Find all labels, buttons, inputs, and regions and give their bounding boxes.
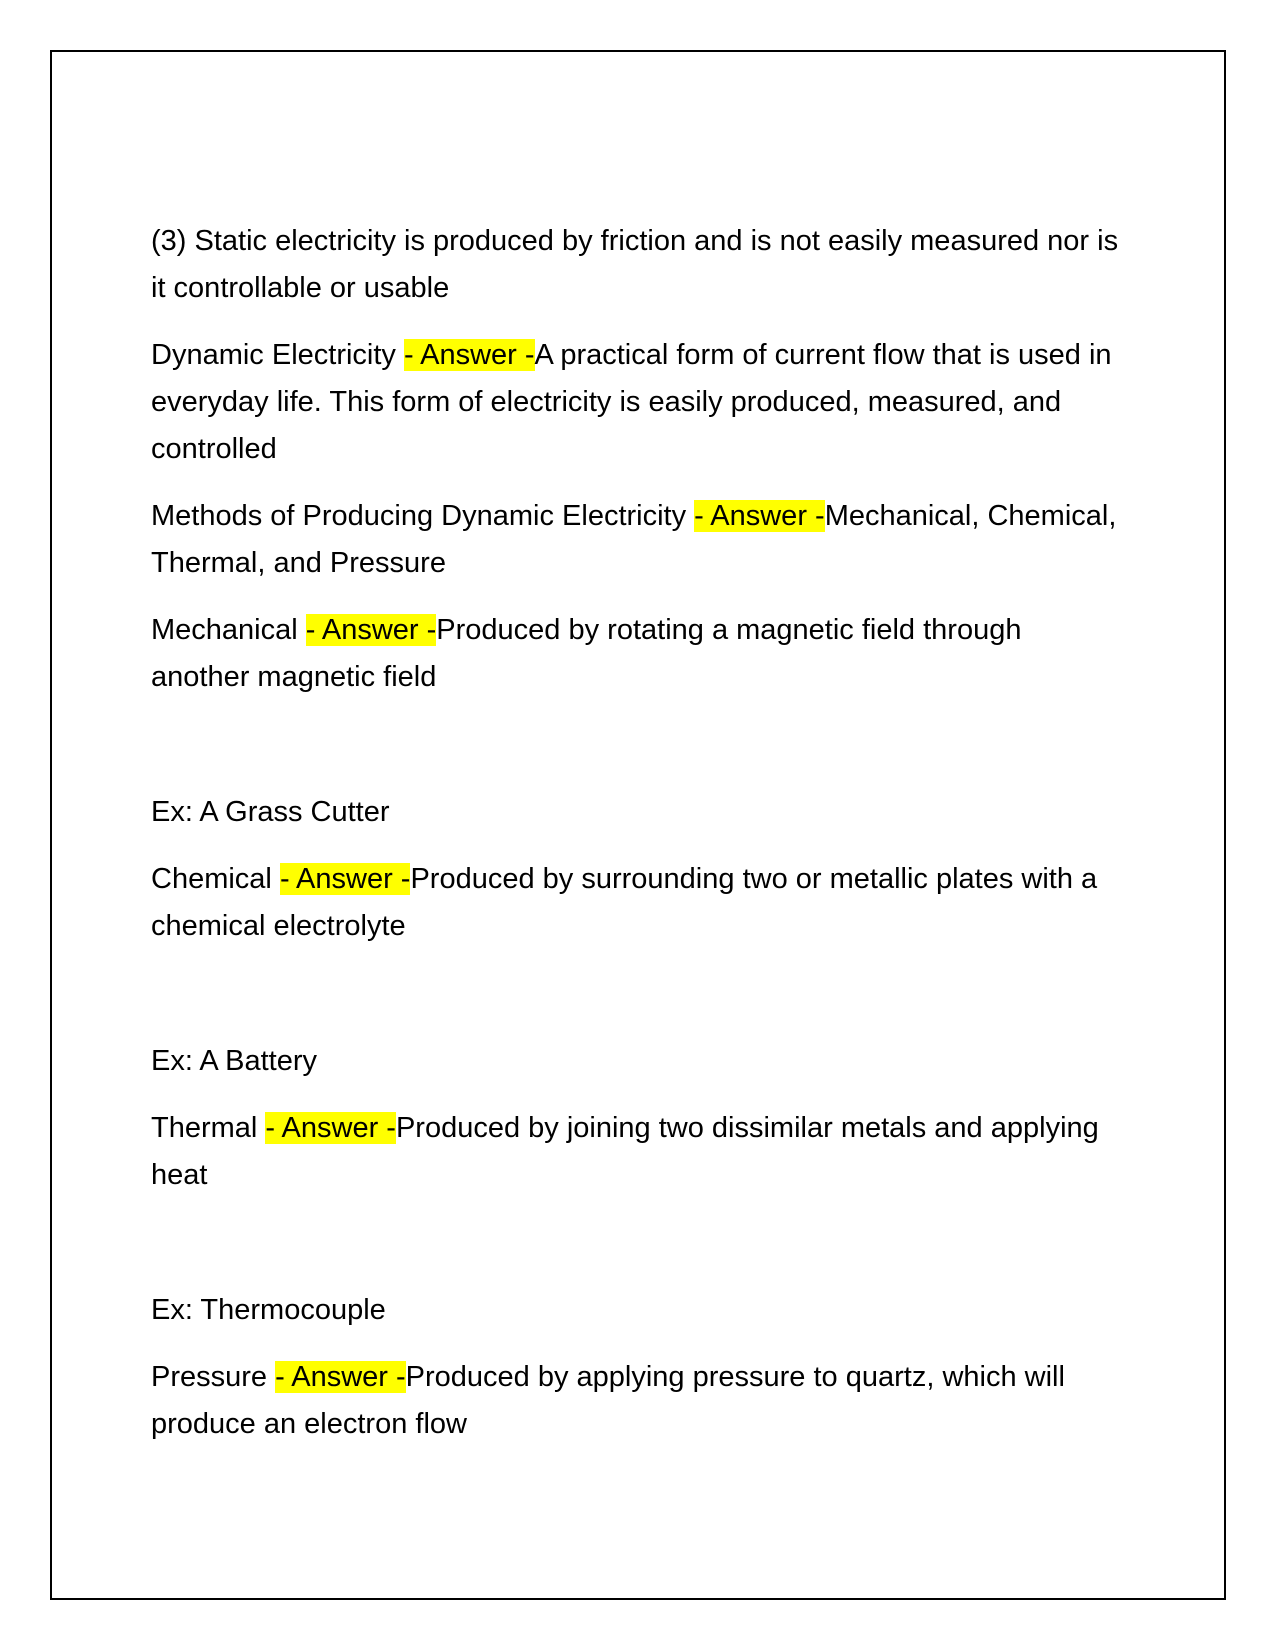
answer-marker: - Answer - (279, 863, 411, 895)
entry-answer: Produced by rotating a magnetic field through another magnetic field (151, 614, 1022, 693)
answer-marker: - Answer - (694, 500, 825, 532)
entry-answer: Produced by surrounding two or metallic plates with a chemical electrolyte (151, 863, 1098, 942)
entry-chemical (151, 856, 1121, 950)
entry-term: Dynamic Electricity (151, 339, 404, 371)
static-electricity-note: (3) Static electricity is produced by friction and is not easily measured nor is it controllable or usable (151, 225, 1119, 304)
answer-marker: - Answer - (404, 339, 535, 371)
entry-term: Methods of Producing Dynamic Electricity (151, 500, 695, 532)
document-body (151, 218, 1121, 1468)
entry-answer: Produced by applying pressure to quartz, which will produce an electron flow (151, 1361, 1065, 1440)
example-chemical: Ex: A Battery (151, 1045, 318, 1077)
entry-dynamic-electricity (151, 332, 1121, 473)
entry-term: Mechanical (151, 614, 306, 646)
entry-mechanical (151, 607, 1121, 701)
answer-marker: - Answer - (275, 1361, 406, 1393)
example-mechanical: Ex: A Grass Cutter (151, 796, 390, 828)
entry-answer: A practical form of current flow that is used in everyday life. This form of electricity is easily produced, measured, and controlled (151, 339, 1112, 465)
answer-marker: - Answer - (305, 614, 437, 646)
entry-methods (151, 493, 1121, 587)
entry-term: Thermal (151, 1112, 266, 1144)
entry-answer: Produced by joining two dissimilar metals and applying heat (151, 1112, 1099, 1191)
example-thermal: Ex: Thermocouple (151, 1294, 386, 1326)
entry-thermal (151, 1105, 1121, 1199)
entry-term: Chemical (151, 863, 280, 895)
entry-answer: Mechanical, Chemical, Thermal, and Pressure (151, 500, 1117, 579)
entry-term: Pressure (151, 1361, 276, 1393)
entry-pressure (151, 1354, 1121, 1448)
answer-marker: - Answer - (265, 1112, 396, 1144)
